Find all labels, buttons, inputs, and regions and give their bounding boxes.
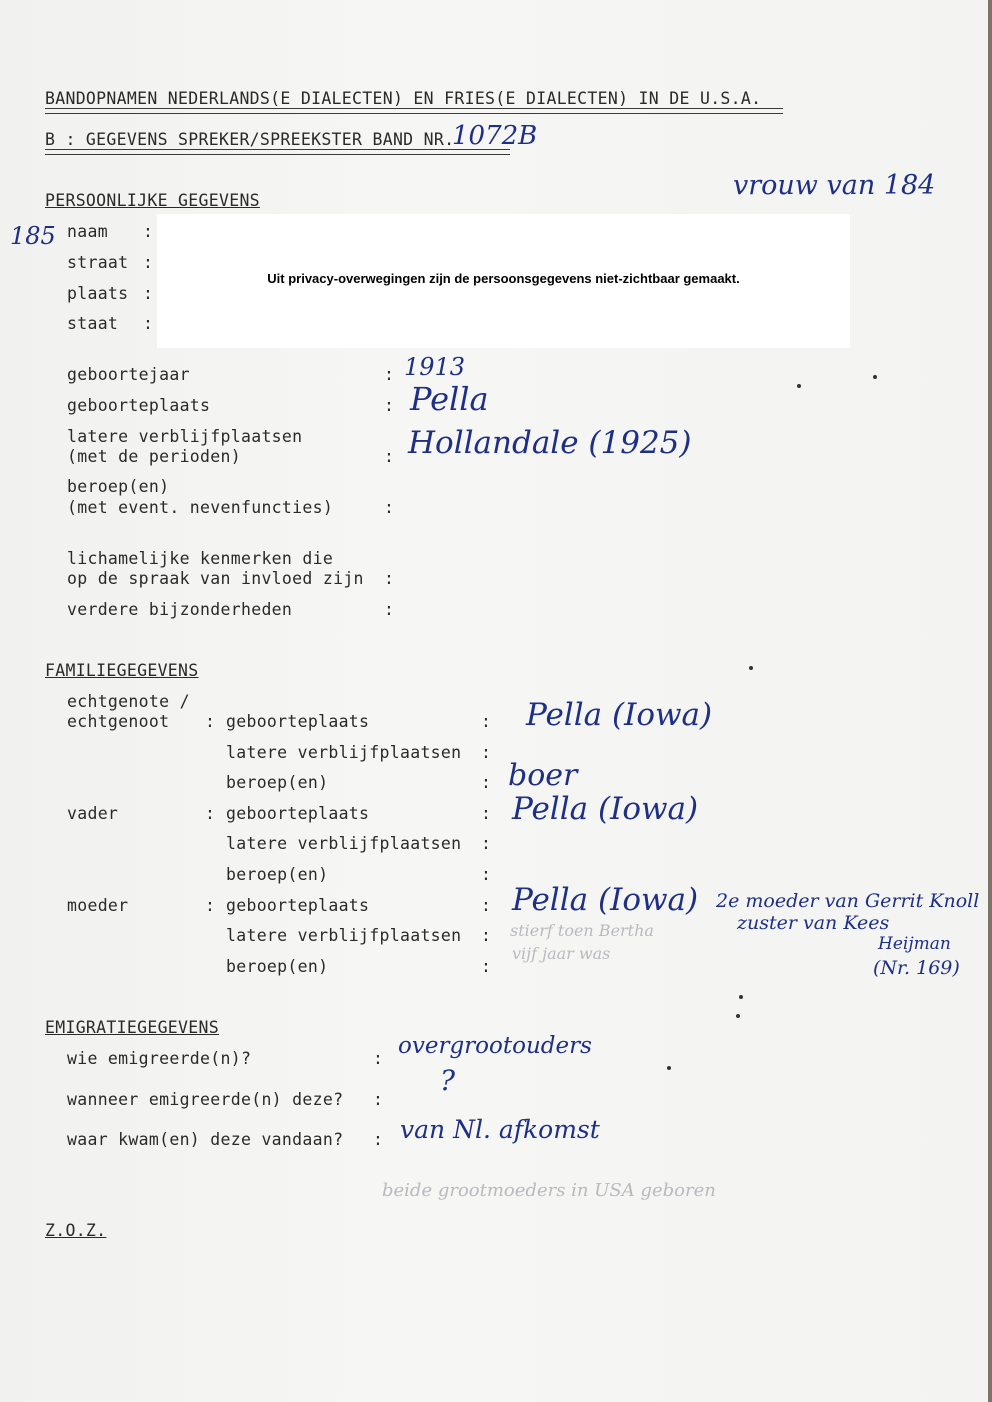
- privacy-overlay: [157, 214, 850, 348]
- label-staat: staat: [67, 314, 119, 333]
- value-birth-year: 1913: [404, 353, 466, 381]
- title-double-underline: [45, 108, 783, 114]
- section-heading-family: FAMILIEGEGEVENS: [45, 661, 199, 680]
- colon: :: [205, 896, 216, 915]
- label-physical: lichamelijke kenmerken die: [67, 549, 334, 568]
- colon: :: [373, 1049, 384, 1068]
- paper-speck: [739, 995, 743, 999]
- label-where-from: waar kwam(en) deze vandaan?: [67, 1130, 344, 1149]
- colon: :: [481, 743, 492, 762]
- label-father: vader: [67, 804, 119, 823]
- colon: :: [481, 957, 492, 976]
- label-father-occupation: beroep(en): [226, 865, 329, 884]
- value-when-emigrated: ?: [440, 1064, 456, 1097]
- value-father-birthplace: Pella (Iowa): [512, 791, 699, 827]
- value-later-residences: Hollandale (1925): [408, 425, 692, 461]
- value-spouse-birthplace: Pella (Iowa): [526, 697, 713, 733]
- paper-speck: [797, 384, 801, 388]
- value-where-from: van Nl. afkomst: [400, 1115, 600, 1144]
- label-physical-speech: op de spraak van invloed zijn: [67, 569, 364, 588]
- label-spouse: echtgenote /: [67, 692, 190, 711]
- privacy-notice: Uit privacy-overwegingen zijn de persoonsgegevens niet-zichtbaar gemaakt.: [267, 271, 740, 286]
- label-birthplace: geboorteplaats: [67, 396, 211, 415]
- colon: :: [384, 365, 395, 384]
- label-mother-occupation: beroep(en): [226, 957, 329, 976]
- value-who-emigrated: overgrootouders: [398, 1033, 592, 1059]
- label-father-birthplace: geboorteplaats: [226, 804, 370, 823]
- label-straat: straat: [67, 253, 129, 272]
- colon: :: [373, 1130, 384, 1149]
- mother-note-line-4: (Nr. 169): [873, 957, 960, 979]
- colon: :: [384, 498, 395, 517]
- page-edge: [988, 0, 992, 1402]
- label-further: verdere bijzonderheden: [67, 600, 293, 619]
- mother-note-line-1: 2e moeder van Gerrit Knoll: [716, 890, 980, 912]
- section-heading-emigration: EMIGRATIEGEGEVENS: [45, 1018, 219, 1037]
- margin-note: 185: [10, 222, 56, 250]
- label-occupation-extra: (met event. nevenfuncties): [67, 498, 334, 517]
- label-mother-birthplace: geboorteplaats: [226, 896, 370, 915]
- band-number: 1072B: [452, 121, 538, 151]
- document-title: BANDOPNAMEN NEDERLANDS(E DIALECTEN) EN FRIES(E DIALECTEN) IN DE U.S.A.: [45, 89, 762, 108]
- label-spouse-birthplace: geboorteplaats: [226, 712, 370, 731]
- colon: :: [143, 284, 154, 303]
- colon: :: [143, 314, 154, 333]
- label-later-residences-periods: (met de perioden): [67, 447, 241, 466]
- colon: :: [384, 447, 395, 466]
- colon: :: [481, 865, 492, 884]
- label-birth-year: geboortejaar: [67, 365, 190, 384]
- colon: :: [205, 804, 216, 823]
- mother-note-line-3: Heijman: [878, 934, 951, 954]
- label-spouse-occupation: beroep(en): [226, 773, 329, 792]
- zoz-label: Z.O.Z.: [45, 1221, 107, 1240]
- label-plaats: plaats: [67, 284, 129, 303]
- top-note: vrouw van 184: [733, 170, 936, 201]
- label-naam: naam: [67, 222, 108, 241]
- label-father-later: latere verblijfplaatsen: [226, 834, 462, 853]
- value-birthplace: Pella: [410, 380, 489, 418]
- label-when-emigrated: wanneer emigreerde(n) deze?: [67, 1090, 344, 1109]
- label-mother-later: latere verblijfplaatsen: [226, 926, 462, 945]
- label-occupation: beroep(en): [67, 477, 170, 496]
- subtitle-double-underline: [45, 149, 510, 155]
- paper-speck: [736, 1014, 740, 1018]
- label-mother: moeder: [67, 896, 129, 915]
- section-heading-personal: PERSOONLIJKE GEGEVENS: [45, 191, 260, 210]
- document-subtitle: B : GEGEVENS SPREKER/SPREEKSTER BAND NR.: [45, 130, 455, 149]
- colon: :: [143, 222, 154, 241]
- colon: :: [481, 834, 492, 853]
- label-spouse-later: latere verblijfplaatsen: [226, 743, 462, 762]
- colon: :: [481, 896, 492, 915]
- pencil-note-line-1: stierf toen Bertha: [510, 921, 654, 940]
- label-spouse-2: echtgenoot: [67, 712, 170, 731]
- colon: :: [481, 926, 492, 945]
- colon: :: [384, 600, 395, 619]
- colon: :: [481, 804, 492, 823]
- label-who-emigrated: wie emigreerde(n)?: [67, 1049, 252, 1068]
- value-spouse-occupation: boer: [508, 758, 578, 793]
- colon: :: [384, 396, 395, 415]
- colon: :: [373, 1090, 384, 1109]
- colon: :: [205, 712, 216, 731]
- colon: :: [143, 253, 154, 272]
- paper-speck: [873, 375, 877, 379]
- pencil-note-line-2: vijf jaar was: [512, 944, 611, 963]
- value-mother-birthplace: Pella (Iowa): [512, 882, 699, 918]
- paper-speck: [667, 1066, 671, 1070]
- colon: :: [481, 773, 492, 792]
- colon: :: [384, 569, 395, 588]
- colon: :: [481, 712, 492, 731]
- label-later-residences: latere verblijfplaatsen: [67, 427, 303, 446]
- mother-note-line-2: zuster van Kees: [737, 912, 890, 934]
- pencil-note-grandmothers: beide grootmoeders in USA geboren: [382, 1180, 716, 1201]
- paper-speck: [749, 666, 753, 670]
